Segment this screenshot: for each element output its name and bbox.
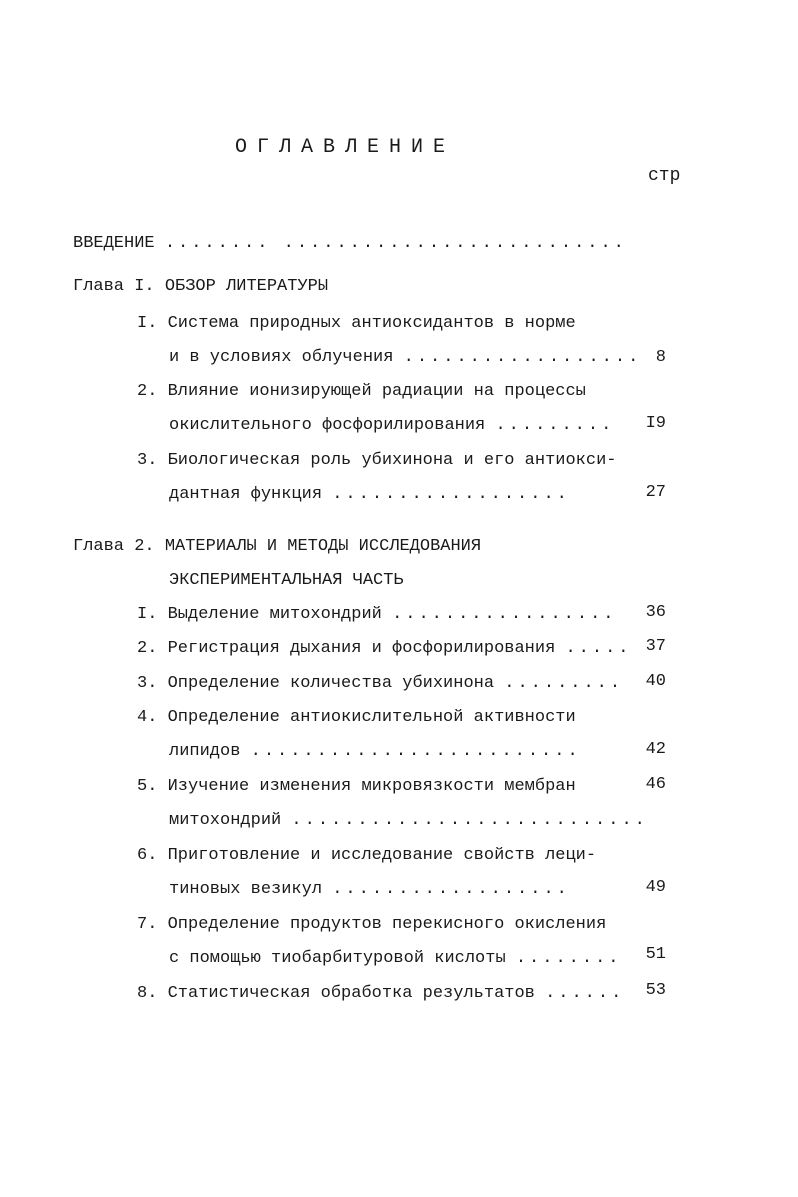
item-title-continuation: с помощью тиобарбитуровой кислоты	[169, 949, 506, 968]
leader-dots: ........ ..........................	[164, 234, 627, 253]
item-title: Система природных антиоксидантов в норме	[167, 314, 576, 333]
item-number: 3.	[137, 674, 158, 693]
leader-dots: ..................	[332, 880, 570, 899]
toc-item	[137, 776, 576, 798]
toc-introduction	[73, 233, 627, 255]
item-title: Выделение митохондрий	[167, 605, 382, 624]
toc-item	[137, 707, 576, 729]
toc-item-continuation	[169, 810, 648, 832]
item-number: 6.	[137, 846, 158, 865]
item-title-continuation: липидов	[169, 742, 241, 761]
page-number: 36	[645, 603, 666, 622]
item-title: Изучение изменения микровязкости мембран	[167, 777, 576, 796]
item-title-continuation: дантная функция	[169, 485, 323, 504]
item-title: Приготовление и исследование свойств леци-	[167, 846, 597, 865]
item-number: 3.	[137, 451, 158, 470]
chapter-label: Глава 2.	[73, 537, 155, 556]
toc-item-continuation	[169, 948, 621, 970]
item-title-continuation: окислительного фосфорилирования	[169, 416, 486, 435]
item-number: 2.	[137, 382, 158, 401]
leader-dots: .........	[495, 416, 615, 435]
leader-dots: ...........................	[291, 811, 648, 830]
leader-dots: ......	[545, 984, 625, 1003]
toc-item	[137, 673, 623, 695]
page-number: I9	[645, 414, 666, 433]
page-number: 51	[645, 945, 666, 964]
toc-item	[137, 983, 624, 1005]
chapter-title: ОБЗОР ЛИТЕРАТУРЫ	[164, 277, 329, 296]
toc-item	[137, 845, 596, 867]
leader-dots: .........	[504, 674, 624, 693]
leader-dots: ..................	[403, 348, 642, 367]
item-title: Определение антиокислительной активности	[167, 708, 576, 727]
chapter-title: МАТЕРИАЛЫ И МЕТОДЫ ИССЛЕДОВАНИЯ	[164, 537, 482, 556]
item-number: 5.	[137, 777, 158, 796]
item-title: Определение продуктов перекисного окисления	[167, 915, 607, 934]
toc-item-continuation	[169, 879, 570, 901]
toc-chapter-2	[73, 536, 481, 558]
toc-item	[137, 450, 616, 472]
page-number: 8	[655, 348, 666, 367]
item-number: I.	[137, 605, 158, 624]
page-number: 37	[645, 637, 666, 656]
page-title: ОГЛАВЛЕНИЕ	[234, 136, 456, 159]
leader-dots: ..................	[332, 485, 570, 504]
item-title-continuation: митохондрий	[169, 811, 282, 830]
page-number: 42	[645, 740, 666, 759]
toc-item-continuation	[169, 741, 581, 763]
page-number: 49	[645, 878, 666, 897]
item-number: 8.	[137, 984, 158, 1003]
chapter-label: Глава I.	[73, 277, 155, 296]
toc-item	[137, 381, 586, 403]
leader-dots: .....	[565, 639, 632, 658]
item-title: Определение количества убихинона	[167, 674, 495, 693]
item-title: Статистическая обработка результатов	[167, 984, 535, 1003]
page-number: 46	[645, 775, 666, 794]
item-number: 4.	[137, 708, 158, 727]
item-number: 7.	[137, 915, 158, 934]
leader-dots: .........................	[250, 742, 581, 761]
leader-dots: ........	[515, 949, 622, 968]
item-title: Влияние ионизирующей радиации на процессы	[167, 382, 586, 401]
toc-item	[137, 604, 617, 626]
item-title-continuation: и в условиях облучения	[169, 348, 394, 367]
item-number: I.	[137, 314, 158, 333]
page-number: 27	[645, 483, 666, 502]
item-title: Регистрация дыхания и фосфорилирования	[167, 639, 556, 658]
toc-item-continuation	[169, 484, 570, 506]
page-number: 40	[645, 672, 666, 691]
leader-dots: .................	[392, 605, 617, 624]
toc-item-continuation	[169, 347, 641, 369]
toc-item	[137, 638, 632, 660]
toc-chapter-1	[73, 276, 328, 298]
chapter-title-continuation: ЭКСПЕРИМЕНТАЛЬНАЯ ЧАСТЬ	[169, 571, 404, 590]
page-column-label: стр	[648, 166, 681, 186]
toc-introduction-label: ВВЕДЕНИЕ	[73, 234, 155, 253]
page-number: 53	[645, 981, 666, 1000]
item-title: Биологическая роль убихинона и его антиокси-	[167, 451, 617, 470]
item-number: 2.	[137, 639, 158, 658]
toc-item	[137, 313, 576, 335]
item-title-continuation: тиновых везикул	[169, 880, 323, 899]
toc-item	[137, 914, 606, 936]
toc-item-continuation	[169, 415, 614, 437]
